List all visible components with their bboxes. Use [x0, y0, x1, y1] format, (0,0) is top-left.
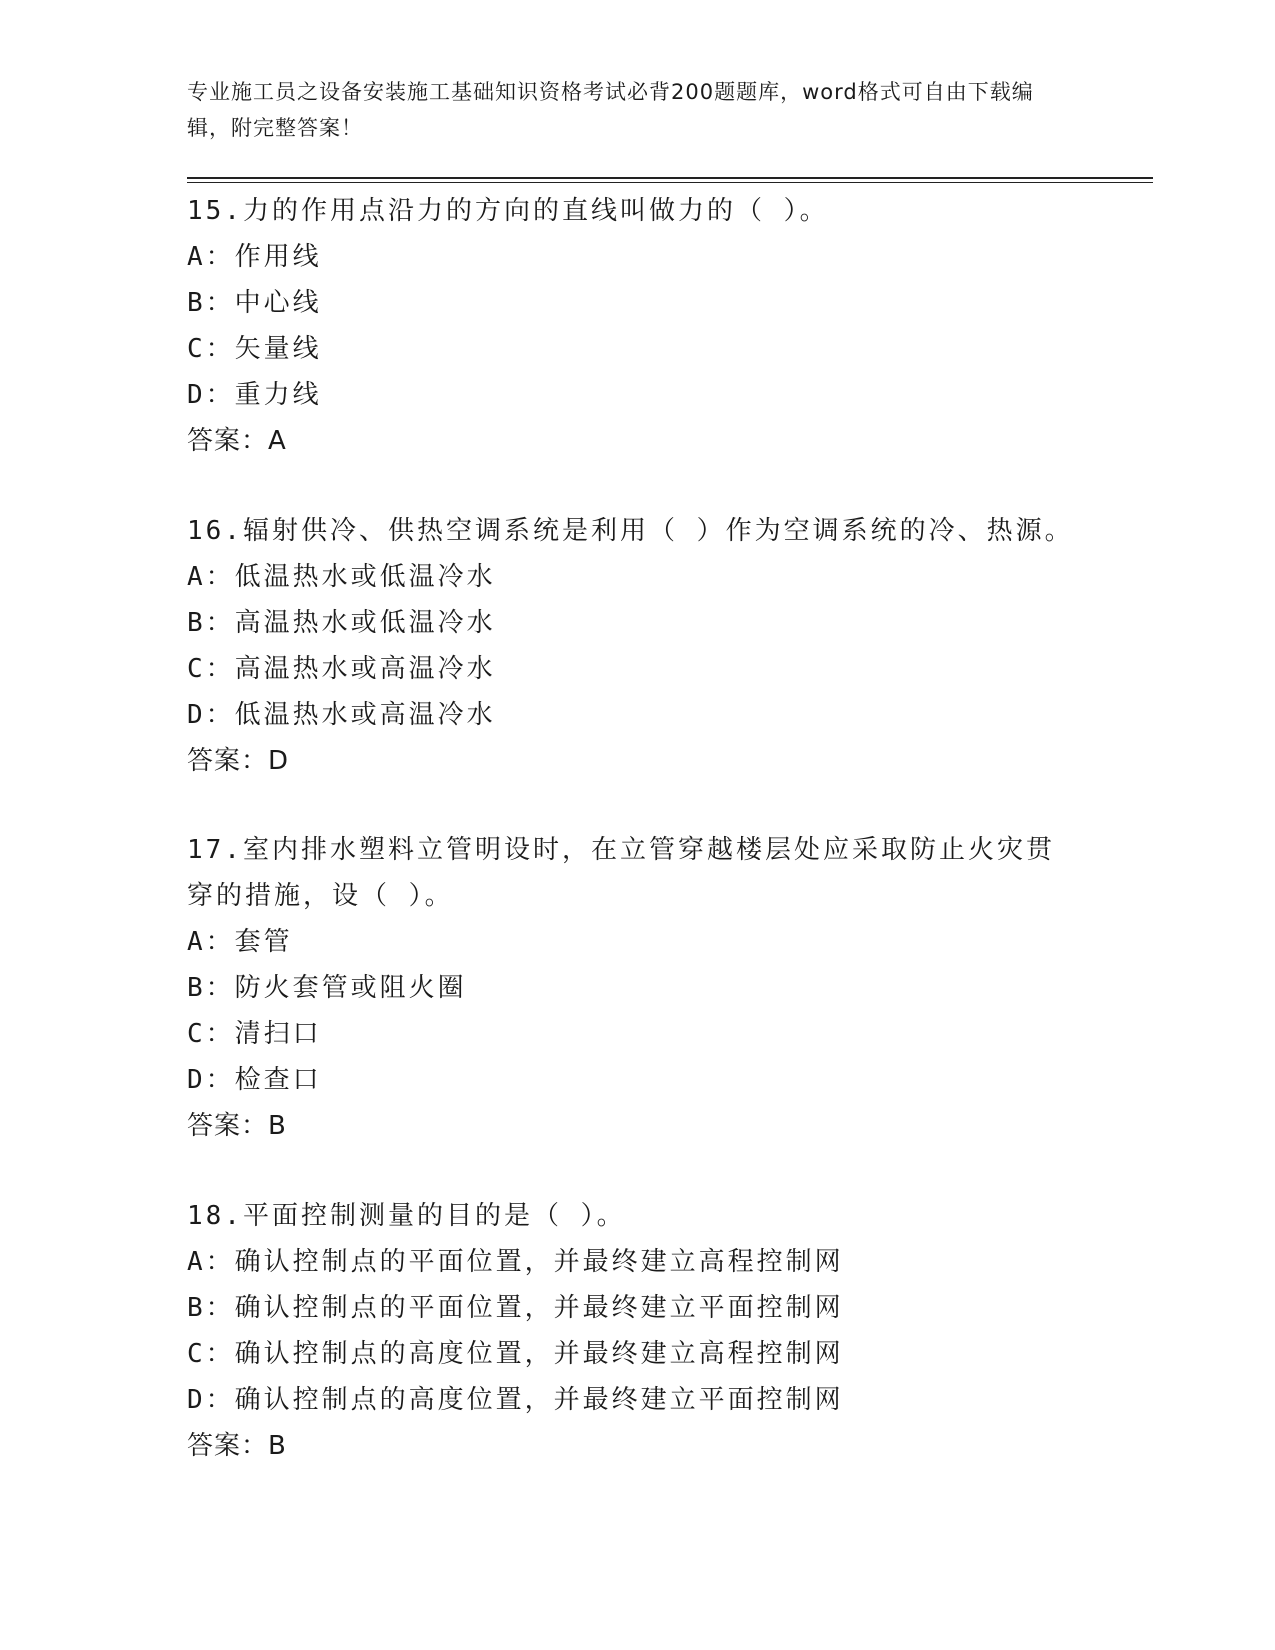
question-stem: 16.辐射供冷、供热空调系统是利用（ ）作为空调系统的冷、热源。 [187, 516, 1074, 546]
option-c: C：清扫口 [187, 1019, 322, 1049]
option-d: D：检查口 [187, 1065, 322, 1095]
option-a: A：作用线 [187, 242, 322, 272]
option-d: D：确认控制点的高度位置，并最终建立平面控制网 [187, 1385, 844, 1415]
answer: 答案：B [187, 1111, 287, 1141]
header-divider-thick [187, 177, 1153, 179]
answer: 答案：D [187, 746, 290, 776]
option-d: D：重力线 [187, 380, 322, 410]
option-a: A：套管 [187, 927, 293, 957]
option-b: B：防火套管或阻火圈 [187, 973, 467, 1003]
question-17 [187, 827, 1087, 1149]
option-c: C：确认控制点的高度位置，并最终建立高程控制网 [187, 1339, 844, 1369]
question-stem: 15.力的作用点沿力的方向的直线叫做力的（ ）。 [187, 196, 829, 226]
question-16 [187, 508, 1087, 784]
question-15 [187, 188, 1087, 464]
document-header: 专业施工员之设备安装施工基础知识资格考试必背200题题库，word格式可自由下载编辑，附完整答案！ [187, 80, 1034, 140]
answer: 答案：B [187, 1431, 287, 1461]
option-c: C：矢量线 [187, 334, 322, 364]
question-stem: 18.平面控制测量的目的是（ ）。 [187, 1201, 626, 1231]
question-18 [187, 1193, 1087, 1469]
option-a: A：低温热水或低温冷水 [187, 562, 496, 592]
header-divider-thin [187, 182, 1153, 183]
option-d: D：低温热水或高温冷水 [187, 700, 496, 730]
answer: 答案：A [187, 426, 287, 456]
option-c: C：高温热水或高温冷水 [187, 654, 496, 684]
question-stem: 17.室内排水塑料立管明设时，在立管穿越楼层处应采取防止火灾贯穿的措施，设（ ）。 [187, 835, 1055, 911]
option-b: B：确认控制点的平面位置，并最终建立平面控制网 [187, 1293, 844, 1323]
option-b: B：高温热水或低温冷水 [187, 608, 496, 638]
option-b: B：中心线 [187, 288, 322, 318]
option-a: A：确认控制点的平面位置，并最终建立高程控制网 [187, 1247, 844, 1277]
